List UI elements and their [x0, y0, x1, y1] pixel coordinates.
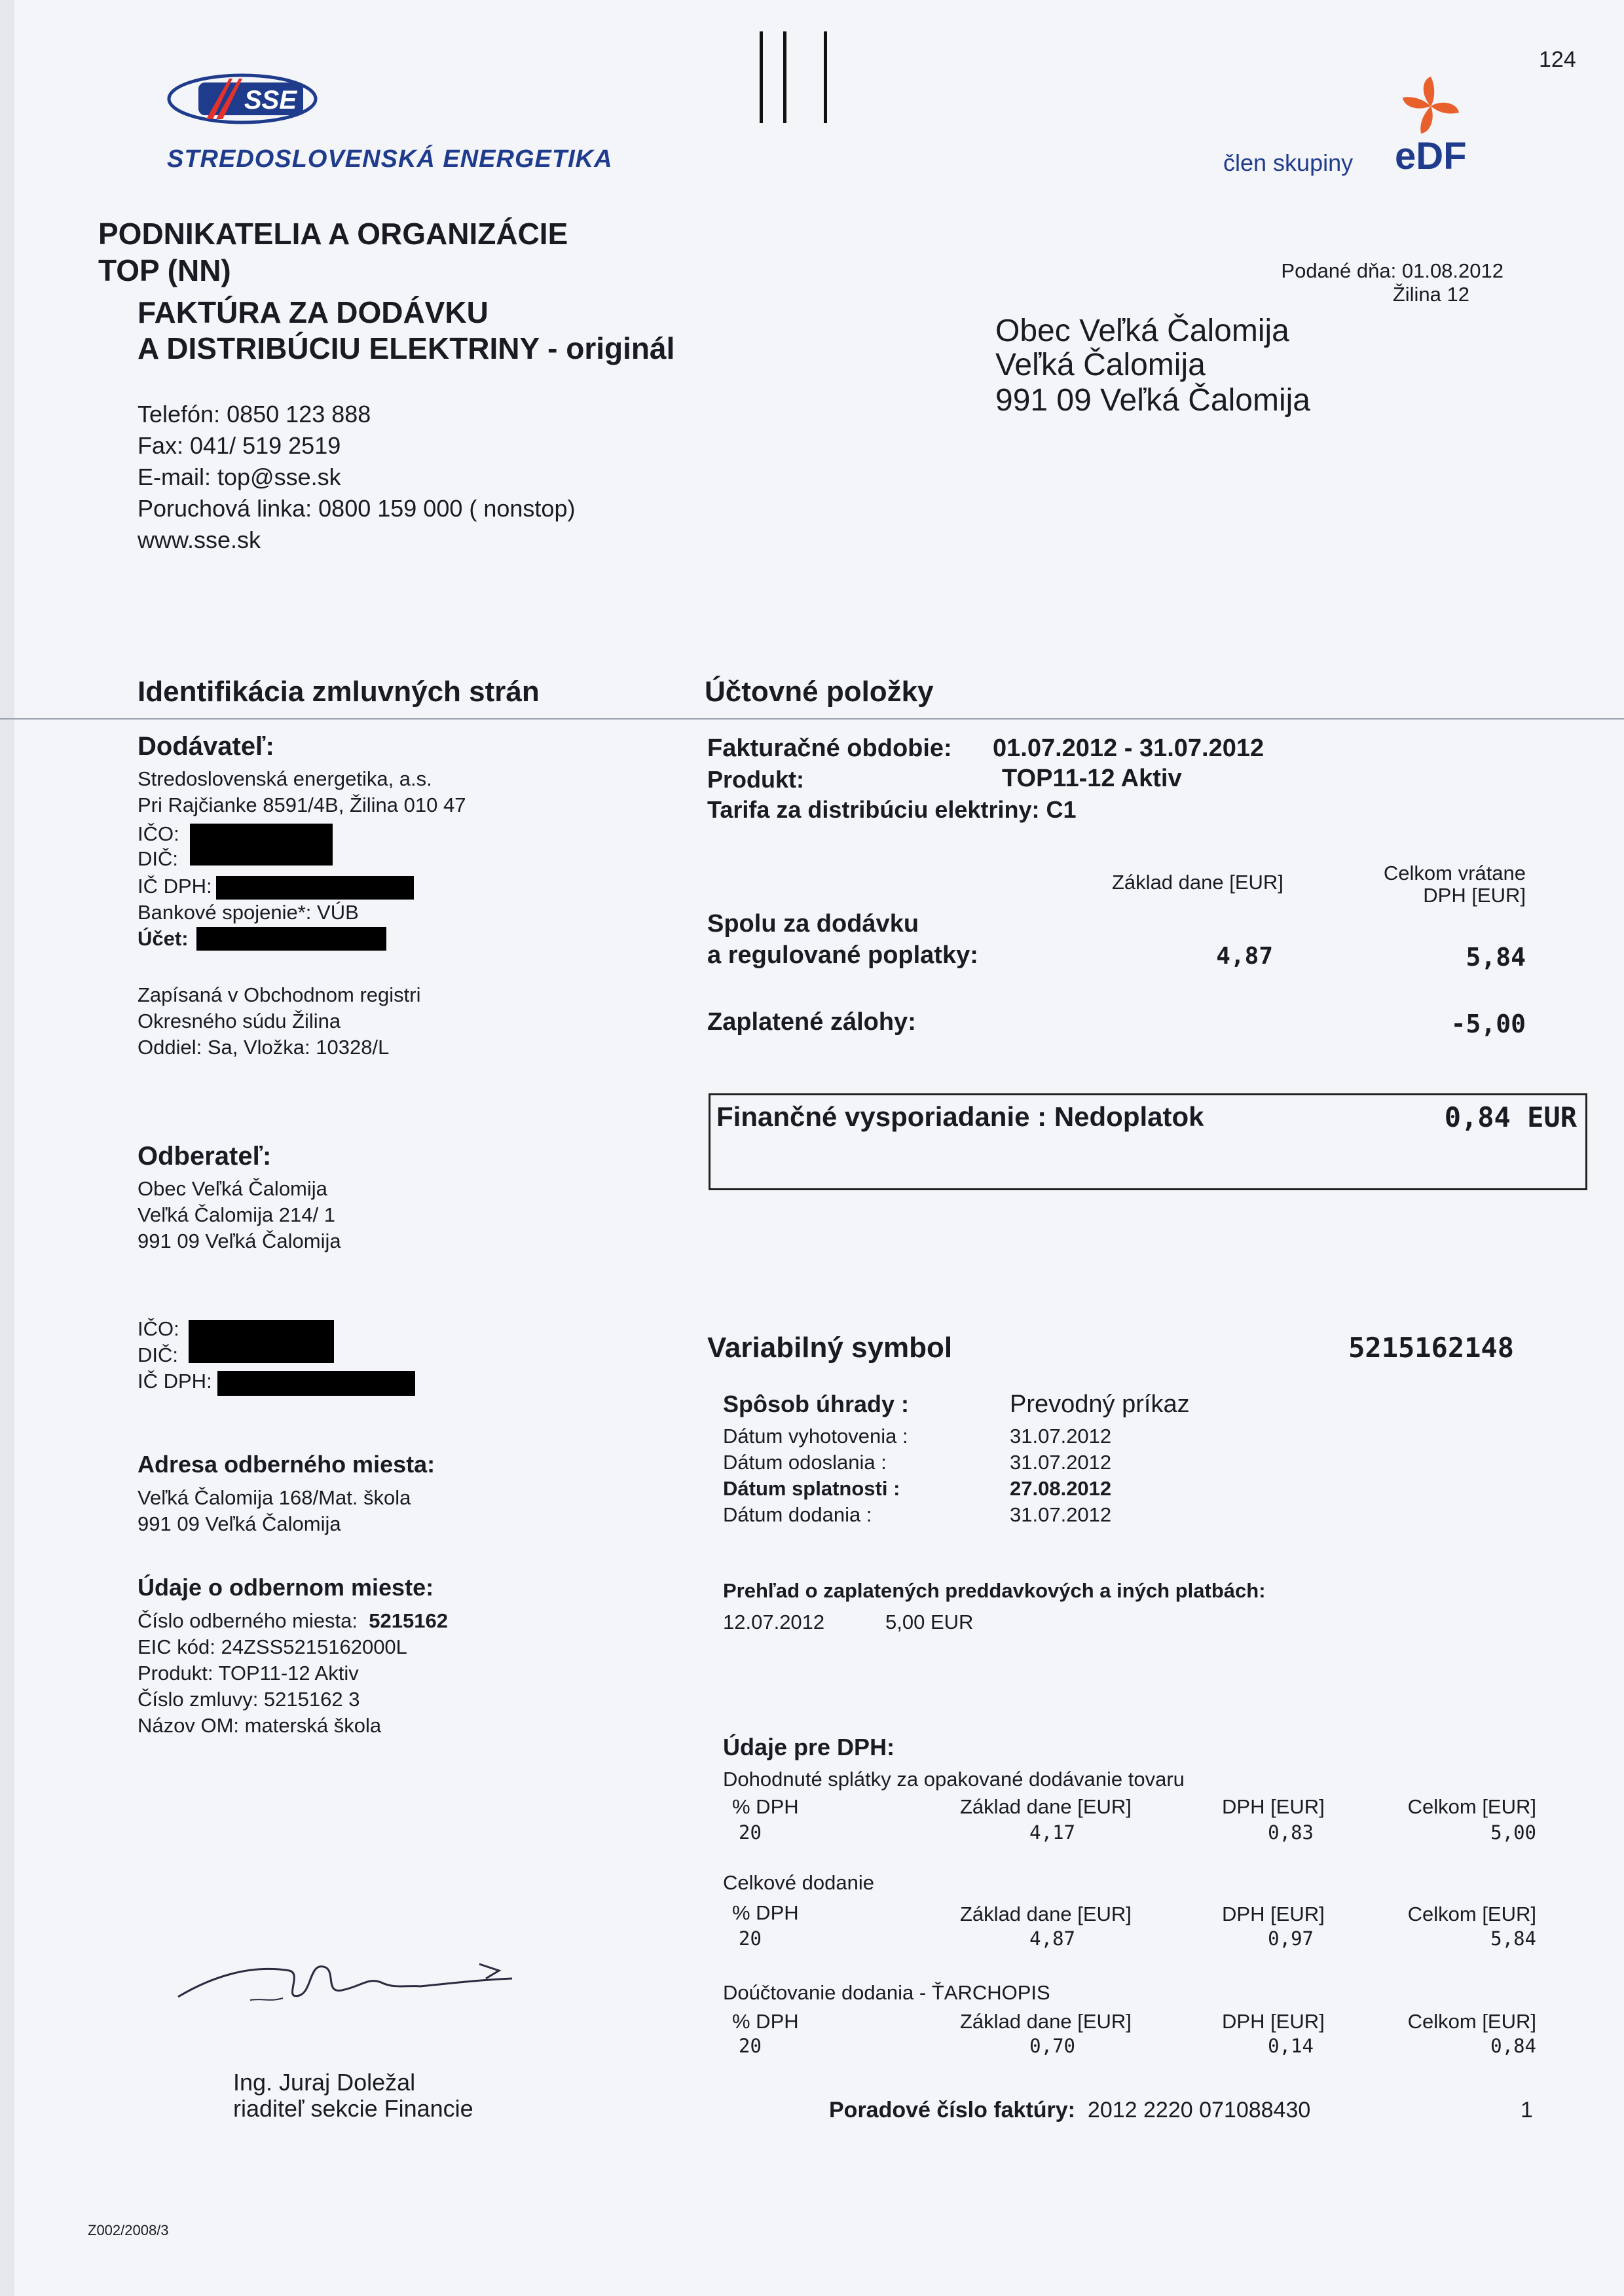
vat-col-rate: % DPH	[732, 1795, 799, 1818]
redaction-box	[189, 1320, 334, 1363]
edf-logo: eDF	[1395, 135, 1467, 177]
register-line2: Okresného súdu Žilina	[138, 1010, 341, 1032]
vat-col-rate: % DPH	[732, 1901, 799, 1924]
supplier-account-label: Účet:	[138, 927, 189, 950]
recipient-line2: Veľká Čalomija	[995, 348, 1206, 382]
vat-heading: Údaje pre DPH:	[723, 1734, 895, 1760]
vat-section2-title: Celkové dodanie	[723, 1871, 874, 1894]
supply-place-name: Názov OM: materská škola	[138, 1714, 382, 1737]
scan-edge	[0, 0, 14, 2296]
col-total-header-line2: DPH [EUR]	[1423, 884, 1526, 907]
total-label-line2: a regulované poplatky:	[707, 941, 978, 969]
sse-logo-text: SSE	[244, 86, 297, 115]
supply-product: Produkt: TOP11-12 Aktiv	[138, 1662, 359, 1685]
billing-heading: Účtovné položky	[705, 676, 934, 708]
payments-overview-label: Prehľad o zaplatených preddavkových a iných platbách:	[723, 1579, 1266, 1602]
total-vat-value: 5,84	[1466, 943, 1526, 972]
vat-row-total: 5,84	[1490, 1927, 1536, 1950]
payment-method-label: Spôsob úhrady :	[723, 1391, 910, 1417]
company-name: STREDOSLOVENSKÁ ENERGETIKA	[167, 145, 613, 173]
supplier-bank: Bankové spojenie*: VÚB	[138, 901, 359, 924]
postal-bar	[760, 31, 763, 123]
redaction-box	[196, 927, 386, 951]
supplier-icdph-label: IČ DPH:	[138, 875, 212, 898]
eic-code: EIC kód: 24ZSS5215162000L	[138, 1635, 407, 1658]
vat-row-vat: 0,14	[1268, 2035, 1314, 2057]
supply-place-number-label: Číslo odberného miesta:	[138, 1609, 358, 1632]
posting-office: Žilina 12	[1392, 283, 1469, 306]
vat-row-base: 4,17	[1029, 1821, 1075, 1844]
vat-row-vat: 0,97	[1268, 1927, 1314, 1950]
due-date: 27.08.2012	[1010, 1477, 1112, 1500]
recipient-line1: Obec Veľká Čalomija	[995, 314, 1289, 348]
total-label-line1: Spolu za dodávku	[707, 910, 919, 938]
contract-number: Číslo zmluvy: 5215162 3	[138, 1688, 360, 1711]
invoice-number-label: Poradové číslo faktúry:	[829, 2098, 1076, 2123]
vat-col-base: Základ dane [EUR]	[960, 1903, 1132, 1925]
redaction-box	[190, 824, 333, 866]
supply-address-line2: 991 09 Veľká Čalomija	[138, 1512, 341, 1535]
supplier-dic-label: DIČ:	[138, 847, 178, 870]
fold-line	[0, 718, 1624, 720]
vat-section1-title: Dohodnuté splátky za opakované dodávanie tovaru	[723, 1768, 1185, 1791]
invoice-title-line2: A DISTRIBÚCIU ELEKTRINY - originál	[138, 331, 675, 365]
variable-symbol-label: Variabilný symbol	[707, 1332, 953, 1364]
group-label: člen skupiny	[1223, 149, 1354, 176]
vat-col-total: Celkom [EUR]	[1407, 1795, 1536, 1818]
signer-name: Ing. Juraj Doležal	[233, 2069, 416, 2096]
total-base-value: 4,87	[1216, 943, 1273, 970]
customer-dic-label: DIČ:	[138, 1343, 178, 1366]
contact-email: E-mail: top@sse.sk	[138, 464, 341, 490]
invoice-number: 2012 2220 071088430	[1087, 2098, 1311, 2123]
contact-phone: Telefón: 0850 123 888	[138, 401, 371, 428]
delivery-label: Dátum dodania :	[723, 1503, 872, 1526]
signer-title: riaditeľ sekcie Financie	[233, 2095, 473, 2122]
vat-col-total: Celkom [EUR]	[1407, 2010, 1536, 2033]
supplier-name: Stredoslovenská energetika, a.s.	[138, 767, 432, 790]
vat-row-rate: 20	[739, 1821, 762, 1844]
vat-row-total: 5,00	[1490, 1821, 1536, 1844]
customer-line2: Veľká Čalomija 214/ 1	[138, 1203, 335, 1226]
sse-logo	[167, 73, 318, 124]
invoice-title-line1: FAKTÚRA ZA DODÁVKU	[138, 295, 489, 329]
supply-address-heading: Adresa odberného miesta:	[138, 1451, 435, 1478]
supplier-address: Pri Rajčianke 8591/4B, Žilina 010 47	[138, 793, 466, 816]
redaction-box	[217, 1371, 415, 1396]
contact-fault-line: Poruchová linka: 0800 159 000 ( nonstop)	[138, 495, 576, 522]
vat-col-vat: DPH [EUR]	[1222, 1903, 1325, 1925]
delivery-date: 31.07.2012	[1010, 1503, 1112, 1526]
parties-heading: Identifikácia zmluvných strán	[138, 676, 540, 708]
vat-row-rate: 20	[739, 1927, 762, 1950]
register-line3: Oddiel: Sa, Vložka: 10328/L	[138, 1036, 390, 1059]
advances-value: -5,00	[1450, 1010, 1526, 1038]
billing-tariff: Tarifa za distribúciu elektriny: C1	[707, 796, 1077, 823]
edf-flower-icon	[1395, 73, 1467, 139]
vat-col-total: Celkom [EUR]	[1407, 1903, 1536, 1925]
segment-line1: PODNIKATELIA A ORGANIZÁCIE	[98, 217, 568, 251]
issued-date: 31.07.2012	[1010, 1425, 1112, 1448]
vat-row-vat: 0,83	[1268, 1821, 1314, 1844]
vat-col-rate: % DPH	[732, 2010, 799, 2033]
col-base-header: Základ dane [EUR]	[1112, 871, 1283, 894]
billing-product-label: Produkt:	[707, 766, 804, 793]
vat-row-base: 4,87	[1029, 1927, 1075, 1950]
contact-fax: Fax: 041/ 519 2519	[138, 432, 341, 459]
segment-line2: TOP (NN)	[98, 253, 231, 287]
settlement-label: Finančné vysporiadanie : Nedoplatok	[716, 1101, 1204, 1132]
customer-line3: 991 09 Veľká Čalomija	[138, 1230, 341, 1252]
customer-heading: Odberateľ:	[138, 1142, 272, 1171]
redaction-box	[216, 876, 414, 900]
signature	[172, 1938, 538, 2010]
sent-date: 31.07.2012	[1010, 1451, 1112, 1474]
page-number: 124	[1539, 47, 1576, 72]
customer-line1: Obec Veľká Čalomija	[138, 1177, 327, 1200]
billing-period: 01.07.2012 - 31.07.2012	[993, 735, 1264, 762]
vat-col-base: Základ dane [EUR]	[960, 1795, 1132, 1818]
sent-label: Dátum odoslania :	[723, 1451, 887, 1474]
advances-label: Zaplatené zálohy:	[707, 1008, 916, 1036]
vat-row-total: 0,84	[1490, 2035, 1536, 2057]
vat-row-base: 0,70	[1029, 2035, 1075, 2057]
supply-address-line1: Veľká Čalomija 168/Mat. škola	[138, 1486, 411, 1509]
recipient-line3: 991 09 Veľká Čalomija	[995, 383, 1310, 418]
contact-web: www.sse.sk	[138, 526, 261, 553]
customer-icdph-label: IČ DPH:	[138, 1370, 212, 1393]
vat-col-vat: DPH [EUR]	[1222, 2010, 1325, 2033]
vat-col-vat: DPH [EUR]	[1222, 1795, 1325, 1818]
payment-method: Prevodný príkaz	[1010, 1391, 1190, 1418]
billing-period-label: Fakturačné obdobie:	[707, 735, 952, 762]
due-label: Dátum splatnosti :	[723, 1477, 900, 1500]
billing-product: TOP11-12 Aktiv	[1002, 765, 1182, 792]
register-line1: Zapísaná v Obchodnom registri	[138, 983, 421, 1006]
issued-label: Dátum vyhotovenia :	[723, 1425, 908, 1448]
postal-bar	[783, 31, 786, 123]
col-total-header-line1: Celkom vrátane	[1383, 862, 1526, 884]
form-code: Z002/2008/3	[88, 2222, 169, 2238]
variable-symbol-value: 5215162148	[1348, 1332, 1514, 1364]
postal-bar	[824, 31, 827, 123]
supply-place-number	[138, 1609, 448, 1633]
invoice-number-line	[829, 2098, 1310, 2123]
posting-date: Podané dňa: 01.08.2012	[1281, 259, 1504, 282]
supply-place-heading: Údaje o odbernom mieste:	[138, 1574, 434, 1601]
supplier-heading: Dodávateľ:	[138, 732, 274, 761]
page-index: 1	[1521, 2098, 1533, 2123]
settlement-value: 0,84 EUR	[1444, 1101, 1577, 1133]
supply-place-number-value: 5215162	[369, 1609, 448, 1632]
vat-col-base: Základ dane [EUR]	[960, 2010, 1132, 2033]
vat-section3-title: Doúčtovanie dodania - ŤARCHOPIS	[723, 1981, 1050, 2004]
customer-ico-label: IČO:	[138, 1317, 179, 1340]
supplier-ico-label: IČO:	[138, 822, 179, 845]
payments-overview-amount: 5,00 EUR	[885, 1611, 974, 1633]
payments-overview-date: 12.07.2012	[723, 1611, 825, 1633]
vat-row-rate: 20	[739, 2035, 762, 2057]
